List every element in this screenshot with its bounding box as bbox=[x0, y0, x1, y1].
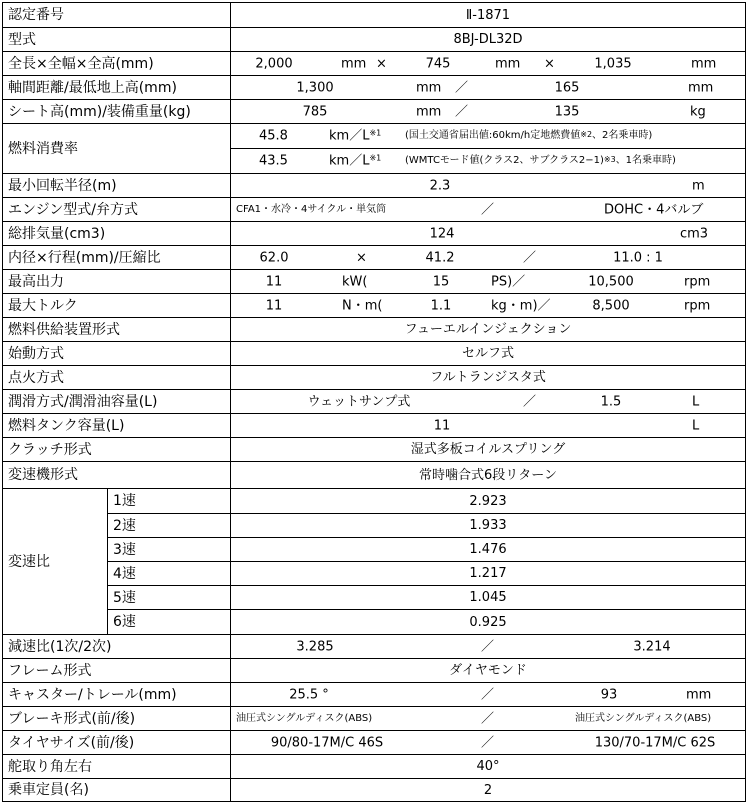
fuel-note-2: (WMTCモード値(クラス2、サブクラス2−1)$^{※3}$、1名乗車時) bbox=[405, 155, 676, 166]
front-brake: 油圧式シングルディスク(ABS) bbox=[236, 712, 373, 724]
overall-length: 2,000 bbox=[255, 56, 293, 71]
gear-3-label: 3速 bbox=[113, 541, 136, 558]
gear-6-label: 6速 bbox=[113, 614, 136, 630]
gear-1-label: 1速 bbox=[113, 493, 136, 509]
row-label-fuel-consumption: 燃料消費率 bbox=[8, 140, 78, 157]
row-label-transmission: 変速機形式 bbox=[8, 467, 78, 483]
clutch-type: 湿式多板コイルスプリング bbox=[410, 442, 566, 457]
wheelbase-separator: ／ bbox=[455, 80, 469, 95]
row-label-steering-angle: 舵取り角左右 bbox=[8, 758, 92, 775]
torque-rpm-unit: rpm bbox=[684, 298, 711, 313]
tire-separator: ／ bbox=[481, 735, 495, 750]
trail: 93 bbox=[600, 687, 618, 702]
power-ps: 15 bbox=[432, 274, 450, 289]
row-label-wheelbase: 軸間距離/最低地上高(mm) bbox=[8, 79, 177, 96]
displacement: 124 bbox=[429, 226, 455, 241]
power-rpm: 10,500 bbox=[588, 274, 634, 289]
seat-height-unit: mm bbox=[416, 104, 442, 119]
gear-5-ratio: 1.045 bbox=[469, 590, 507, 605]
torque-rpm: 8,500 bbox=[592, 298, 630, 313]
torque-kgm: 1.1 bbox=[430, 298, 452, 313]
torque-nm: 11 bbox=[265, 298, 283, 313]
trail-unit: mm bbox=[686, 687, 712, 702]
wheelbase-value: 1,300 bbox=[296, 80, 334, 95]
oil-capacity-unit: L bbox=[692, 394, 700, 409]
vehicle-weight: 135 bbox=[554, 104, 580, 119]
row-label-displacement: 総排気量(cm3) bbox=[8, 225, 106, 242]
row-label-caster-trail: キャスター/トレール(mm) bbox=[8, 686, 177, 703]
displacement-values bbox=[231, 222, 745, 245]
turning-radius-values bbox=[231, 174, 745, 197]
cert-number: Ⅱ-1871 bbox=[465, 7, 511, 23]
row-label-brakes: ブレーキ形式(前/後) bbox=[8, 710, 136, 727]
primary-reduction: 3.285 bbox=[296, 639, 334, 654]
gear-2-ratio: 1.933 bbox=[469, 518, 507, 533]
fuel-unit-2: $km/L^{※1}$ bbox=[329, 153, 382, 169]
wheelbase-values bbox=[231, 76, 745, 99]
row-label-model: 型式 bbox=[8, 31, 36, 48]
wheelbase-unit: mm bbox=[416, 80, 442, 95]
gear-1-ratio: 2.923 bbox=[469, 493, 507, 509]
row-label-max-power: 最高出力 bbox=[8, 273, 64, 290]
gear-4-ratio: 1.217 bbox=[469, 566, 507, 581]
row-label-max-torque: 最大トルク bbox=[8, 297, 78, 314]
row-label-tires: タイヤサイズ(前/後) bbox=[8, 734, 135, 751]
fuel-consumption-row-2 bbox=[231, 149, 745, 173]
row-label-gear-ratio: 変速比 bbox=[8, 553, 50, 570]
row-label-fuel-system: 燃料供給装置形式 bbox=[8, 321, 120, 338]
power-kw: 11 bbox=[265, 274, 283, 289]
fuel-consumption-value-1: 45.8 bbox=[259, 128, 288, 144]
power-rpm-unit: rpm bbox=[684, 274, 711, 289]
overall-height: 1,035 bbox=[594, 56, 632, 71]
reduction-ratio-values bbox=[231, 635, 745, 658]
ignition-type: フルトランジスタ式 bbox=[430, 370, 546, 385]
transmission-type: 常時噛合式6段リターン bbox=[418, 467, 557, 483]
lubrication-values bbox=[231, 390, 745, 413]
row-label-engine: エンジン型式/弁方式 bbox=[8, 201, 139, 218]
fuel-consumption-row-1 bbox=[231, 124, 745, 148]
width-unit: mm bbox=[495, 56, 521, 71]
secondary-reduction: 3.214 bbox=[633, 639, 671, 654]
bore: 62.0 bbox=[259, 250, 289, 265]
lubrication-separator: ／ bbox=[523, 394, 537, 409]
dims-separator-2: × bbox=[544, 56, 555, 71]
torque-nm-unit: N・m( bbox=[342, 298, 383, 313]
starter-type: セルフ式 bbox=[461, 346, 514, 361]
fuel-system: フューエルインジェクション bbox=[404, 322, 572, 337]
overall-width: 745 bbox=[425, 56, 451, 71]
seat-values bbox=[231, 100, 745, 123]
row-label-starter: 始動方式 bbox=[8, 345, 64, 362]
max-torque-values bbox=[231, 294, 745, 317]
row-label-dimensions: 全長×全幅×全高(mm) bbox=[8, 55, 154, 72]
oil-capacity: 1.5 bbox=[600, 394, 622, 409]
row-label-lubrication: 潤滑方式/潤滑油容量(L) bbox=[8, 393, 158, 410]
power-ps-unit: PS)／ bbox=[491, 274, 526, 289]
fuel-consumption-value-2: 43.5 bbox=[259, 153, 288, 169]
steering-angle: 40° bbox=[476, 759, 500, 774]
seat-height: 785 bbox=[302, 104, 328, 119]
brake-separator: ／ bbox=[481, 711, 495, 726]
fuel-note-1: (国土交通省届出値:60km/h定地燃費値$^{※2}$、2名乗車時) bbox=[405, 130, 653, 141]
stroke: 41.2 bbox=[425, 250, 455, 265]
frame-type: ダイヤモンド bbox=[449, 663, 527, 678]
row-label-seat: シート高(mm)/装備重量(kg) bbox=[8, 103, 191, 120]
max-power-values bbox=[231, 270, 745, 293]
row-label-ignition: 点火方式 bbox=[8, 369, 64, 386]
displacement-unit: cm3 bbox=[680, 226, 709, 241]
gear-6-ratio: 0.925 bbox=[469, 614, 507, 630]
row-label-bore-stroke: 内径×行程(mm)/圧縮比 bbox=[8, 249, 161, 266]
caster-trail-values bbox=[231, 683, 745, 706]
bore-stroke-values bbox=[231, 246, 745, 269]
tire-values bbox=[231, 731, 745, 754]
bore-stroke-x: × bbox=[356, 250, 367, 265]
clearance-unit: mm bbox=[688, 80, 714, 95]
gear-2-label: 2速 bbox=[113, 517, 136, 534]
brake-values bbox=[231, 707, 745, 730]
torque-kgm-unit: kg・m)／ bbox=[491, 298, 551, 313]
seating-capacity: 2 bbox=[483, 782, 493, 798]
row-label-frame: フレーム形式 bbox=[8, 662, 92, 679]
row-label-cert: 認定番号 bbox=[8, 7, 64, 23]
fuel-tank-capacity: 11 bbox=[433, 418, 451, 433]
lubrication-type: ウェットサンプ式 bbox=[307, 394, 411, 409]
engine-type: CFA1・水冷・4サイクル・単気筒 bbox=[236, 203, 387, 215]
row-label-clutch: クラッチ形式 bbox=[8, 441, 92, 458]
fuel-unit-1: $km/L^{※1}$ bbox=[329, 128, 382, 144]
row-label-fuel-tank: 燃料タンク容量(L) bbox=[8, 417, 125, 434]
rear-tire: 130/70-17M/C 62S bbox=[594, 735, 716, 750]
compression-ratio: 11.0 : 1 bbox=[613, 250, 663, 265]
row-label-turning-radius: 最小回転半径(m) bbox=[8, 177, 117, 194]
seat-separator: ／ bbox=[455, 104, 469, 119]
length-unit: mm bbox=[341, 56, 367, 71]
front-tire: 90/80-17M/C 46S bbox=[270, 735, 384, 750]
caster-separator: ／ bbox=[481, 687, 495, 702]
gear-3-ratio: 1.476 bbox=[469, 542, 507, 557]
reduction-separator: ／ bbox=[481, 639, 495, 654]
row-label-seating-capacity: 乗車定員(名) bbox=[8, 782, 89, 798]
rear-brake: 油圧式シングルディスク(ABS) bbox=[575, 712, 712, 724]
valve-type: DOHC・4バルブ bbox=[604, 202, 704, 217]
height-unit: mm bbox=[691, 56, 717, 71]
engine-values bbox=[231, 198, 745, 221]
dimensions-values bbox=[231, 52, 745, 75]
dims-separator-1: × bbox=[376, 56, 387, 71]
weight-unit: kg bbox=[690, 104, 706, 119]
engine-separator: ／ bbox=[481, 202, 495, 217]
fuel-tank-values bbox=[231, 414, 745, 437]
turning-radius: 2.3 bbox=[429, 178, 451, 193]
ground-clearance: 165 bbox=[554, 80, 580, 95]
bore-separator: ／ bbox=[523, 250, 537, 265]
model-code: 8BJ-DL32D bbox=[453, 32, 523, 47]
power-kw-unit: kW( bbox=[342, 274, 368, 289]
gear-5-label: 5速 bbox=[113, 589, 136, 606]
caster-angle: 25.5 ° bbox=[289, 687, 329, 702]
fuel-tank-unit: L bbox=[692, 418, 700, 433]
row-label-reduction-ratio: 減速比(1次/2次) bbox=[8, 638, 112, 655]
gear-4-label: 4速 bbox=[113, 565, 136, 582]
turning-radius-unit: m bbox=[692, 178, 705, 193]
